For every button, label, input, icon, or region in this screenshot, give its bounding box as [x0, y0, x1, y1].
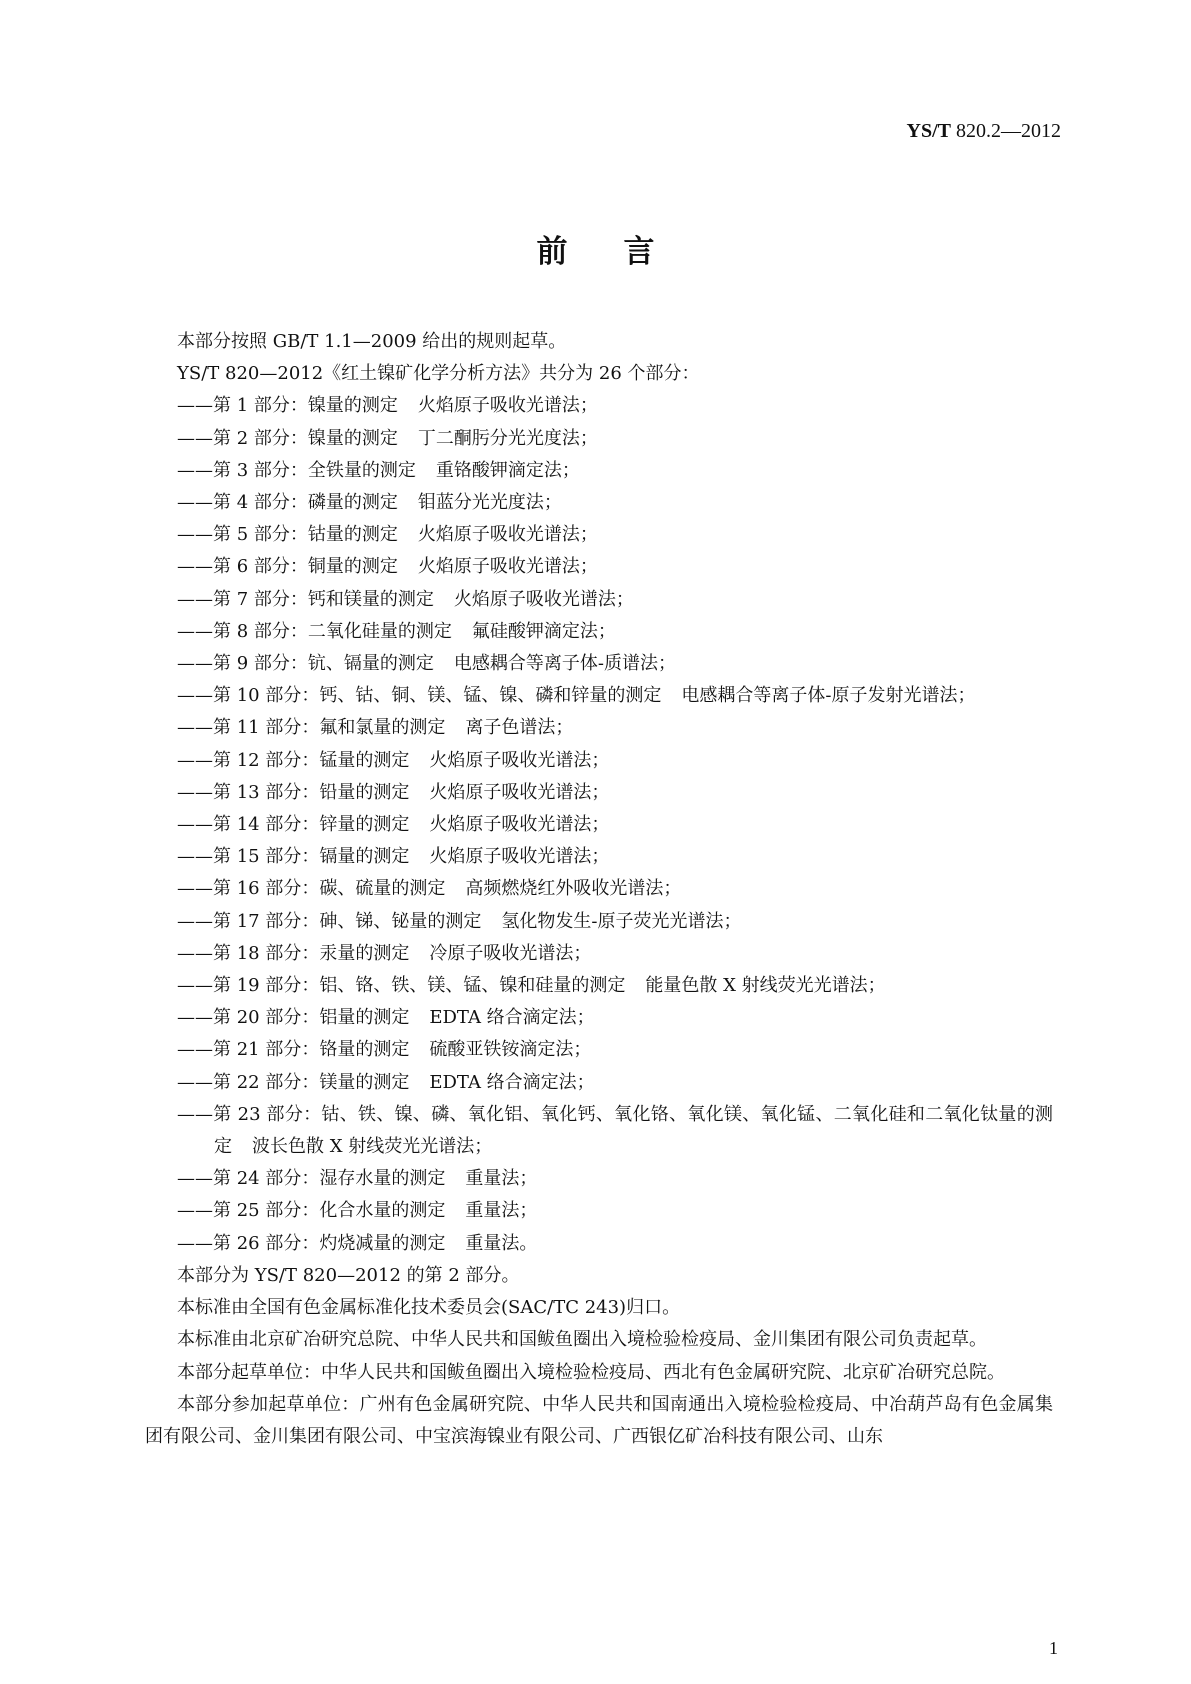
part-label: ——第 14 部分：锌量的测定 — [177, 814, 410, 836]
part-label: ——第 12 部分：锰量的测定 — [177, 749, 410, 771]
closing-paragraph: 本标准由北京矿冶研究总院、中华人民共和国鲅鱼圈出入境检验检疫局、金川集团有限公司负责起草。 — [177, 1329, 987, 1351]
part-label: ——第 20 部分：铝量的测定 — [177, 1007, 410, 1029]
part-method: 电感耦合等离子体-原子发射光谱法； — [681, 685, 976, 707]
part-list-item — [145, 487, 1053, 519]
page-title: 前言 — [536, 234, 711, 270]
part-list-item — [145, 1099, 1053, 1163]
part-label: ——第 11 部分：氟和氯量的测定 — [177, 717, 446, 739]
part-method: 重量法； — [465, 1168, 538, 1190]
part-label: ——第 2 部分：镍量的测定 — [177, 427, 398, 449]
standard-code-prefix: YS/T — [906, 120, 951, 142]
part-method: 火焰原子吸收光谱法； — [417, 556, 598, 578]
part-label: ——第 25 部分：化合水量的测定 — [177, 1200, 446, 1222]
part-label: ——第 16 部分：碳、硫量的测定 — [177, 878, 446, 900]
part-list-item — [145, 390, 1053, 422]
part-label: ——第 18 部分：汞量的测定 — [177, 942, 410, 964]
part-label: ——第 22 部分：镁量的测定 — [177, 1071, 410, 1093]
part-label: ——第 23 部分：钴、铁、镍、磷、氧化铝、氧化钙、氧化铬、氧化镁、氧化锰、二氧化硅和二氧化钛量的测定 — [177, 1103, 1053, 1158]
part-label: ——第 8 部分：二氧化硅量的测定 — [177, 620, 452, 642]
intro-paragraph: 本部分按照 GB/T 1.1—2009 给出的规则起草。 — [177, 331, 567, 352]
part-list-item — [145, 423, 1053, 455]
part-list-item — [145, 1228, 1053, 1260]
part-method: 重量法。 — [465, 1232, 538, 1254]
closing-paragraph: 本部分起草单位：中华人民共和国鲅鱼圈出入境检验检疫局、西北有色金属研究院、北京矿冶研究总院。 — [177, 1361, 1005, 1383]
part-method: 重量法； — [465, 1200, 538, 1222]
part-method: 火焰原子吸收光谱法； — [429, 781, 610, 803]
part-method: 火焰原子吸收光谱法； — [417, 524, 598, 546]
part-label: ——第 4 部分：磷量的测定 — [177, 492, 398, 514]
part-label: ——第 21 部分：铬量的测定 — [177, 1039, 410, 1061]
part-label: ——第 13 部分：铅量的测定 — [177, 781, 410, 803]
part-method: 电感耦合等离子体-质谱法； — [453, 653, 676, 675]
part-method: 波长色散 X 射线荧光光谱法； — [252, 1136, 493, 1158]
part-method: 氢化物发生-原子荧光光谱法； — [501, 910, 742, 932]
part-list-item — [145, 1195, 1053, 1227]
part-label: ——第 3 部分：全铁量的测定 — [177, 459, 416, 481]
part-list-item — [145, 1034, 1053, 1066]
part-list-item — [145, 1002, 1053, 1034]
part-method: EDTA 络合滴定法； — [429, 1007, 595, 1029]
part-method: 钼蓝分光光度法； — [417, 492, 562, 514]
part-label: ——第 5 部分：钴量的测定 — [177, 524, 398, 546]
part-label: ——第 6 部分：铜量的测定 — [177, 556, 398, 578]
part-list-item — [145, 970, 1053, 1002]
part-list-item — [145, 712, 1053, 744]
part-method: 重铬酸钾滴定法； — [435, 459, 580, 481]
part-list-item — [145, 551, 1053, 583]
part-label: ——第 7 部分：钙和镁量的测定 — [177, 588, 434, 610]
part-label: ——第 26 部分：灼烧减量的测定 — [177, 1232, 446, 1254]
part-list-item — [145, 1163, 1053, 1195]
part-method: 冷原子吸收光谱法； — [429, 942, 592, 964]
part-label: ——第 1 部分：镍量的测定 — [177, 395, 398, 417]
part-list-item — [145, 906, 1053, 938]
closing-paragraph: 本部分为 YS/T 820—2012 的第 2 部分。 — [177, 1264, 520, 1286]
part-list-item — [145, 938, 1053, 970]
part-label: ——第 17 部分：砷、锑、铋量的测定 — [177, 910, 482, 932]
part-method: 火焰原子吸收光谱法； — [453, 588, 634, 610]
part-list-item — [145, 873, 1053, 905]
part-method: 丁二酮肟分光光度法； — [417, 427, 598, 449]
standard-code-number: 820.2—2012 — [951, 120, 1061, 142]
foreword-body — [145, 326, 1053, 1453]
part-label: ——第 10 部分：钙、钴、铜、镁、锰、镍、磷和锌量的测定 — [177, 685, 662, 707]
part-method: 火焰原子吸收光谱法； — [429, 846, 610, 868]
part-method: 火焰原子吸收光谱法； — [429, 749, 610, 771]
intro-paragraph: YS/T 820—2012《红土镍矿化学分析方法》共分为 26 个部分： — [177, 363, 700, 385]
closing-paragraph: 本部分参加起草单位：广州有色金属研究院、中华人民共和国南通出入境检验检疫局、中冶葫芦岛有色金属集团有限公司、金川集团有限公司、中宝滨海镍业有限公司、广西银亿矿冶科技有限公司、山东 — [145, 1393, 1053, 1447]
parts-list — [145, 390, 1053, 1259]
part-list-item — [145, 519, 1053, 551]
part-label: ——第 24 部分：湿存水量的测定 — [177, 1168, 446, 1190]
part-method: EDTA 络合滴定法； — [429, 1071, 595, 1093]
part-list-item — [145, 680, 1053, 712]
part-method: 高频燃烧红外吸收光谱法； — [465, 878, 682, 900]
part-label: ——第 19 部分：铝、铬、铁、镁、锰、镍和硅量的测定 — [177, 975, 626, 997]
part-list-item — [145, 455, 1053, 487]
part-list-item — [145, 616, 1053, 648]
part-list-item — [145, 809, 1053, 841]
part-method: 氟硅酸钾滴定法； — [471, 620, 616, 642]
part-method: 能量色散 X 射线荧光光谱法； — [645, 975, 886, 997]
part-list-item — [145, 1067, 1053, 1099]
part-method: 离子色谱法； — [465, 717, 574, 739]
part-method: 硫酸亚铁铵滴定法； — [429, 1039, 592, 1061]
part-label: ——第 15 部分：镉量的测定 — [177, 846, 410, 868]
page-number: 1 — [1049, 1638, 1058, 1658]
part-method: 火焰原子吸收光谱法； — [429, 814, 610, 836]
part-list-item — [145, 777, 1053, 809]
standard-code — [907, 120, 1061, 143]
part-list-item — [145, 841, 1053, 873]
part-label: ——第 9 部分：钪、镉量的测定 — [177, 653, 434, 675]
part-list-item — [145, 745, 1053, 777]
part-method: 火焰原子吸收光谱法； — [417, 395, 598, 417]
closing-paragraph: 本标准由全国有色金属标准化技术委员会(SAC/TC 243)归口。 — [177, 1297, 681, 1319]
part-list-item — [145, 648, 1053, 680]
part-list-item — [145, 584, 1053, 616]
